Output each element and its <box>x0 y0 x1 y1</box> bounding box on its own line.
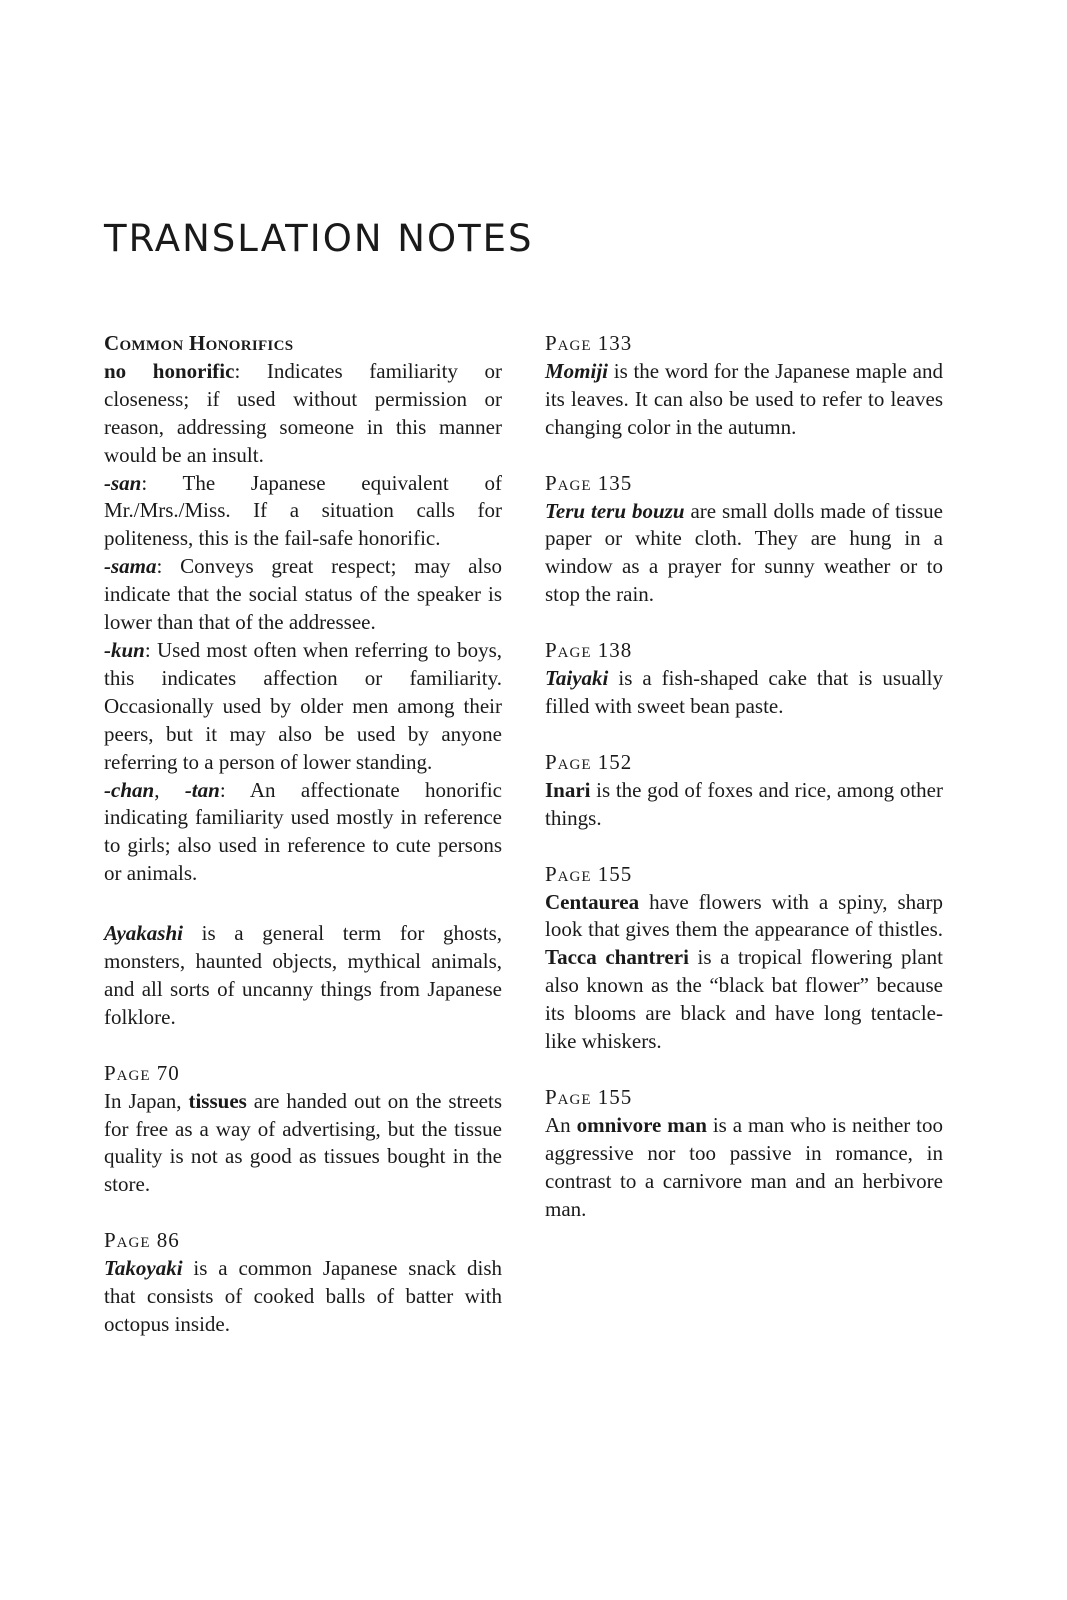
honorific-definition: The Japanese equivalent of Mr./Mrs./Miss. If a situation calls for politeness, this is the fail-safe honorific. <box>104 470 502 551</box>
honorific-definition: Used most often when referring to boys, this indicates affection or familiarity. Occasionally used by older men among their peers, but it may also be used by anyone referring to a person of lower standing. <box>104 637 502 774</box>
page-heading-133: Page 133 <box>545 331 633 355</box>
honorific-entry-chan: -chan, -tan: An affectionate honorific indicating familiarity used mostly in reference to girls; also used in reference to cute persons or animals. <box>104 777 502 886</box>
note-term: omnivore man <box>576 1112 707 1137</box>
note-text: is a common Japanese snack dish that consists of cooked balls of batter with octopus inside. <box>104 1256 502 1336</box>
page-heading-152: Page 152 <box>545 749 633 774</box>
honorific-term: -kun <box>104 637 145 662</box>
honorific-definition: Indicates familiarity or closeness; if used without permission or reason, addressing someone in this manner would be an insult. <box>104 358 502 467</box>
right-column <box>545 330 943 1223</box>
page-heading-138: Page 138 <box>545 638 633 663</box>
note-text: is a fish-shaped cake that is usually filled with sweet bean paste. <box>545 666 943 718</box>
note-term: Centaurea <box>545 889 640 914</box>
note-page-138 <box>545 665 943 721</box>
note-term: Takoyaki <box>104 1256 183 1281</box>
honorifics-heading: Common Honorifics <box>104 331 294 355</box>
honorific-entry-san: -san: The Japanese equivalent of Mr./Mrs./Miss. If a situation calls for politeness, this is the fail-safe honorific. <box>104 470 502 551</box>
note-page-133 <box>545 358 943 442</box>
note-ayakashi <box>104 920 502 1032</box>
note-text: is a man who is neither too aggressive nor too passive in romance, in contrast to a carnivore man and an herbivore man. <box>545 1112 943 1221</box>
note-term: Momiji <box>545 358 609 383</box>
note-page-86 <box>104 1255 502 1339</box>
note-term: Inari <box>545 777 591 802</box>
note-text: is the god of foxes and rice, among other things. <box>545 777 943 830</box>
note-text: is a general term for ghosts, monsters, haunted objects, mythical animals, and all sorts of uncanny things from Japanese folklore. <box>104 921 502 1029</box>
note-text: is a tropical flowering plant also known as the “black bat flower” because its blooms are black and have long tentacle-like whiskers. <box>545 945 944 1054</box>
honorific-term: -sama <box>104 554 157 579</box>
page-heading-155-a: Page 155 <box>545 861 633 886</box>
note-page-155-b: An omnivore man is a man who is neither too aggressive nor too passive in romance, in contrast to a carnivore man and an herbivore man. <box>545 1112 943 1221</box>
page-heading-155-b: Page 155 <box>545 1084 633 1109</box>
note-text: is the word for the Japanese maple and its leaves. It can also be used to refer to leaves changing color in the autumn. <box>545 358 943 439</box>
honorific-term: no honorific <box>104 358 235 383</box>
honorific-term-secondary: -tan <box>184 777 220 802</box>
left-column <box>104 330 502 1339</box>
honorific-term: -chan <box>104 777 155 802</box>
honorific-entry-none: no honorific: Indicates familiarity or closeness; if used without permission or reason, addressing someone in this manner would be an insult. <box>104 358 502 467</box>
page-heading-70: Page 70 <box>104 1060 180 1085</box>
page-title: TRANSLATION NOTES <box>104 217 534 260</box>
note-page-70: In Japan, tissues are handed out on the streets for free as a way of advertising, but the tissue quality is not as good as tissues bought in the store. <box>104 1088 503 1197</box>
honorific-definition: Conveys great respect; may also indicate that the social status of the speaker is lower than that of the addressee. <box>104 554 502 635</box>
note-term: Taiyaki <box>545 666 609 691</box>
note-term: tissues <box>188 1088 247 1113</box>
honorific-definition: An affectionate honorific indicating familiarity used mostly in reference to girls; also used in reference to cute persons or animals. <box>104 777 502 886</box>
note-page-155-a: Centaurea have flowers with a spiny, sharp look that gives them the appearance of thistles. Tacca chantreri is a tropical flowering plant also known as the “black bat flower” because its blooms are black and have long tentacle-like whiskers. <box>545 889 944 1054</box>
honorific-entry-sama: -sama: Conveys great respect; may also indicate that the social status of the speaker is lower than that of the addressee. <box>104 554 502 635</box>
note-page-152 <box>545 777 943 833</box>
page-heading-135: Page 135 <box>545 470 633 495</box>
note-page-135 <box>545 498 943 610</box>
note-term: Ayakashi <box>104 921 183 946</box>
note-text: are small dolls made of tissue paper or white cloth. They are hung in a window as a prayer for sunny weather or to stop the rain. <box>545 498 943 607</box>
page-heading-86: Page 86 <box>104 1228 180 1253</box>
note-term-secondary: Tacca chantreri <box>545 945 689 970</box>
note-term: Teru teru bouzu <box>545 498 685 523</box>
honorific-entry-kun: -kun: Used most often when referring to boys, this indicates affection or familiarity. Occasionally used by older men among their peers, but it may also be used by anyone referring to a person of lower standing. <box>104 637 502 774</box>
honorific-term: -san <box>104 470 142 495</box>
note-text: are handed out on the streets for free as a way of advertising, but the tissue quality is not as good as tissues bought in the store. <box>104 1088 503 1197</box>
